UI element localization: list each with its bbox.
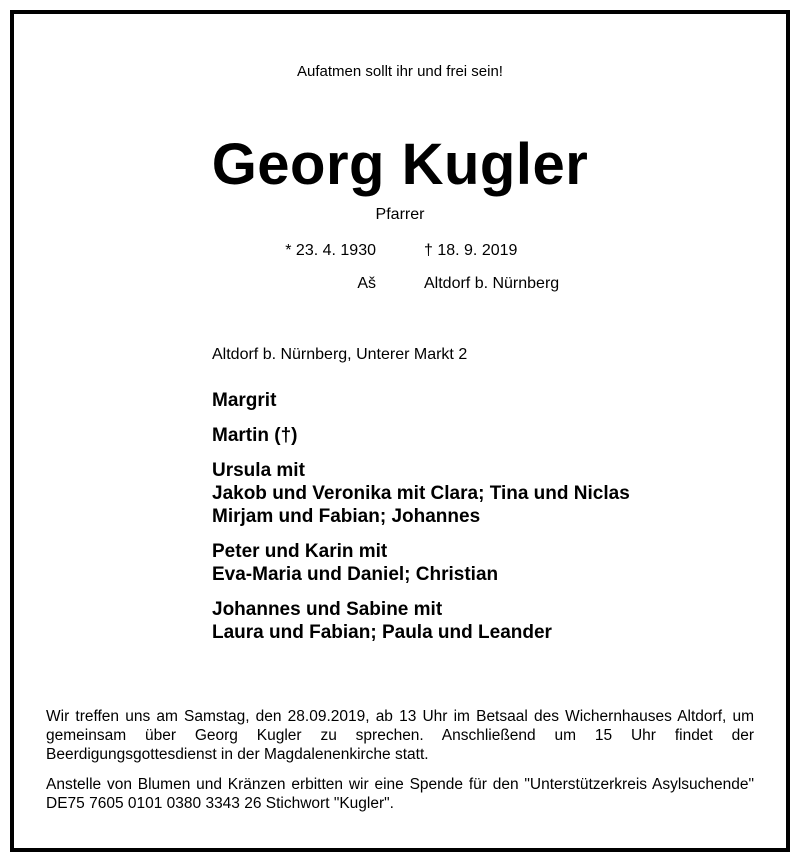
deceased-name: Georg Kugler: [211, 132, 589, 197]
family-address: Altdorf b. Nürnberg, Unterer Markt 2: [212, 346, 468, 363]
mourner-group: [212, 540, 732, 586]
mourner-group: [212, 424, 732, 447]
mourner-line: Peter und Karin mit: [212, 541, 388, 562]
death-date: † 18. 9. 2019: [424, 242, 518, 259]
mourner-line: Martin (†): [212, 425, 298, 446]
death-place: Altdorf b. Nürnberg: [424, 275, 560, 292]
funeral-notice: Wir treffen uns am Samstag, den 28.09.2019, ab 13 Uhr im Betsaal des Wichernhauses Altdorf, um gemeinsam über Georg Kugler zu sprechen. Anschließend um 15 Uhr findet der Beerdigungsgottesdienst in der Magdalenenkirche statt.: [46, 708, 754, 763]
mourner-line: Margrit: [212, 390, 277, 411]
notices: [46, 707, 754, 824]
mourner-group: [212, 598, 732, 644]
donation-notice: Anstelle von Blumen und Kränzen erbitten wir eine Spende für den "Unterstützerkreis Asylsuchende" DE75 7605 0101 0380 3343 26 Stichwort "Kugler".: [46, 776, 754, 812]
mourner-line: Jakob und Veronika mit Clara; Tina und Niclas: [212, 483, 630, 504]
mourner-group: [212, 389, 732, 412]
motto: Aufatmen sollt ihr und frei sein!: [297, 63, 503, 80]
mourner-line: Mirjam und Fabian; Johannes: [212, 506, 481, 527]
mourner-line: Laura und Fabian; Paula und Leander: [212, 622, 552, 643]
mourner-group: [212, 459, 732, 528]
birth-place: Aš: [357, 275, 376, 292]
birth-date: * 23. 4. 1930: [285, 242, 376, 259]
mourner-line: Eva-Maria und Daniel; Christian: [212, 564, 499, 585]
mourner-line: Ursula mit: [212, 460, 305, 481]
deceased-title: Pfarrer: [375, 206, 425, 223]
mourners-list: [212, 389, 732, 656]
mourner-line: Johannes und Sabine mit: [212, 599, 443, 620]
